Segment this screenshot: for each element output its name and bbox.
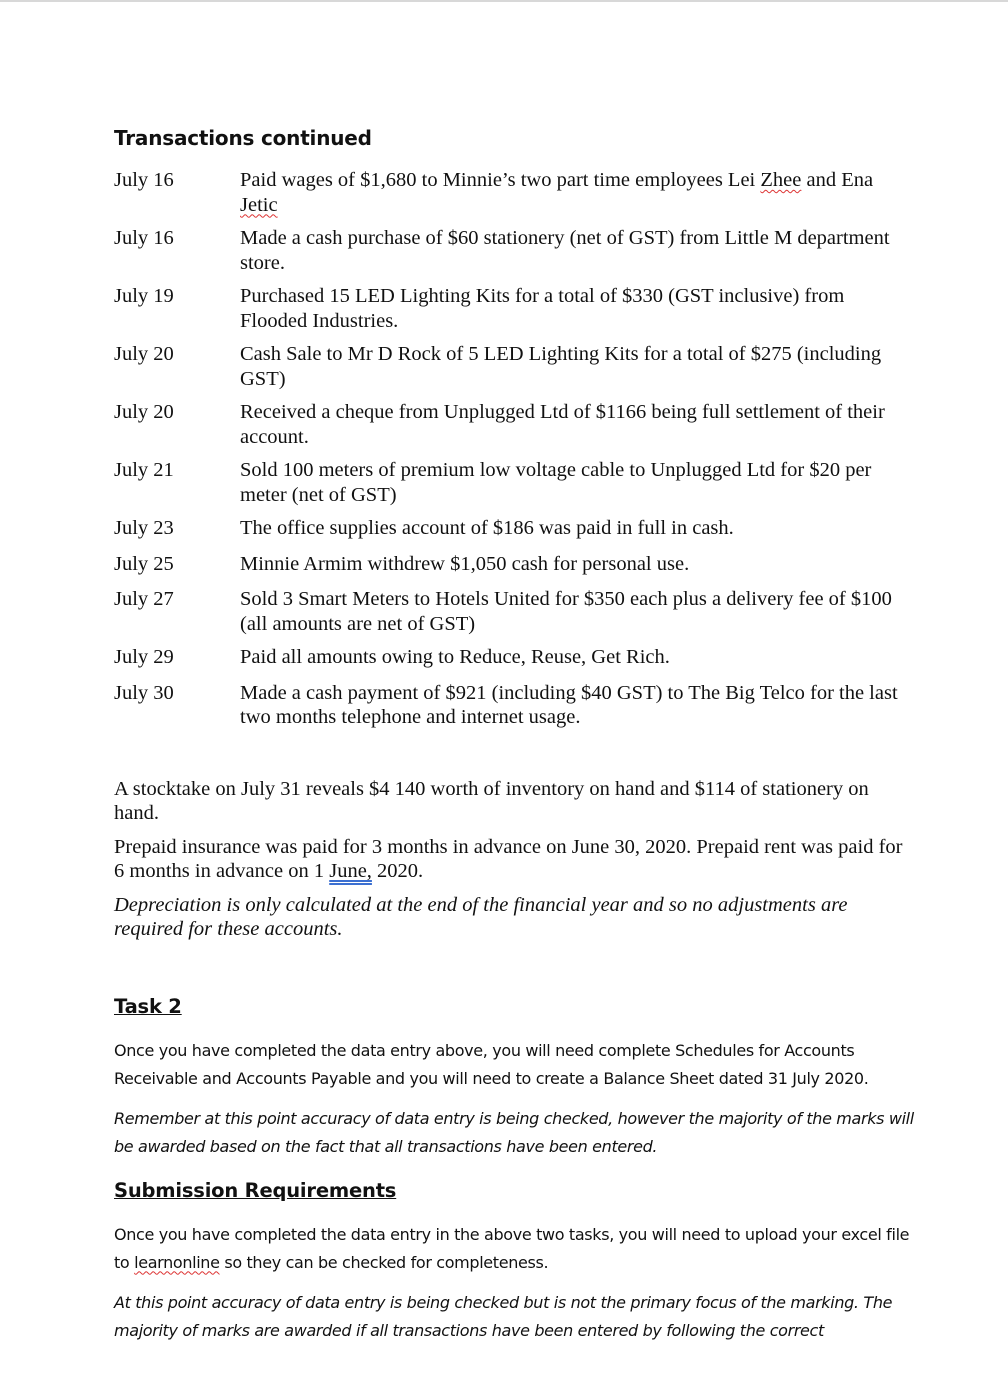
- prepaid-text: 2020.: [371, 860, 424, 882]
- transaction-description: Minnie Armim withdrew $1,050 cash for personal use.: [240, 552, 690, 575]
- document-page: [114, 122, 914, 1357]
- task2-note: Remember at this point accuracy of data entry is being checked, however the majority of the marks will be awarded based on the fact that all transactions have been entered.: [114, 1108, 914, 1156]
- transaction-row: [114, 284, 914, 333]
- stocktake-paragraph: A stocktake on July 31 reveals $4 140 worth of inventory on hand and $114 of stationery on hand.: [114, 777, 869, 824]
- spellcheck-word: Jetic: [240, 193, 278, 216]
- transaction-row: [114, 226, 914, 275]
- transaction-date: July 16: [114, 227, 174, 249]
- transaction-text: Paid wages of $1,680 to Minnie’s two part time employees Lei: [240, 169, 761, 191]
- transaction-description: Sold 100 meters of premium low voltage cable to Unplugged Ltd for $20 per meter (net of GST): [240, 459, 872, 506]
- transaction-row: [114, 645, 914, 670]
- transaction-date: July 25: [114, 552, 174, 575]
- transaction-row: [114, 587, 914, 636]
- task2-body: Once you have completed the data entry above, you will need complete Schedules for Accounts Receivable and Accounts Payable and you will need to create a Balance Sheet dated 31 July 2020.: [114, 1040, 869, 1088]
- transaction-description: [240, 168, 914, 217]
- transaction-row: [114, 342, 914, 391]
- transaction-date: July 23: [114, 517, 174, 539]
- transactions-heading: Transactions continued: [114, 126, 372, 150]
- transaction-row: [114, 458, 914, 507]
- transaction-description: Made a cash purchase of $60 stationery (net of GST) from Little M department store.: [240, 227, 890, 274]
- transaction-text: and Ena: [801, 169, 874, 191]
- transaction-row: [114, 681, 914, 730]
- prepaid-text: Prepaid insurance was paid for 3 months in advance on June 30, 2020. Prepaid rent was paid for 6 months in advance on 1: [114, 835, 903, 882]
- transaction-row: [114, 400, 914, 449]
- transaction-date: July 21: [114, 459, 174, 481]
- transaction-date: July 20: [114, 343, 174, 365]
- depreciation-note: Depreciation is only calculated at the end of the financial year and so no adjustments are required for these accounts.: [114, 893, 848, 940]
- task2-heading: Task 2: [114, 994, 182, 1018]
- transaction-description: Made a cash payment of $921 (including $40 GST) to The Big Telco for the last two months telephone and internet usage.: [240, 681, 898, 728]
- transaction-description: The office supplies account of $186 was paid in full in cash.: [240, 517, 734, 539]
- transaction-row: [114, 516, 914, 541]
- submission-body: [114, 1221, 914, 1277]
- spacer: [114, 951, 914, 993]
- transaction-description: Paid all amounts owing to Reduce, Reuse, Get Rich.: [240, 646, 670, 668]
- transaction-description: Received a cheque from Unplugged Ltd of $1166 being full settlement of their account.: [240, 401, 885, 448]
- transaction-description: Cash Sale to Mr D Rock of 5 LED Lighting Kits for a total of $275 (including GST): [240, 343, 882, 390]
- prepaid-paragraph: [114, 835, 914, 884]
- transaction-date: July 29: [114, 646, 174, 668]
- grammar-flagged-word: June,: [329, 860, 372, 882]
- transaction-description: Sold 3 Smart Meters to Hotels United for $350 each plus a delivery fee of $100 (all amounts are net of GST): [240, 588, 892, 635]
- submission-heading: Submission Requirements: [114, 1178, 397, 1202]
- transaction-row: [114, 168, 914, 217]
- transaction-row: [114, 552, 914, 577]
- transaction-date: July 19: [114, 285, 174, 307]
- transactions-list: [114, 168, 914, 730]
- submission-note: At this point accuracy of data entry is being checked but is not the primary focus of the marking. The majority of marks are awarded if all transactions have been entered by following the correct: [114, 1292, 893, 1340]
- spellcheck-word: Zhee: [760, 169, 802, 191]
- transaction-description: Purchased 15 LED Lighting Kits for a total of $330 (GST inclusive) from Flooded Industries.: [240, 285, 845, 332]
- submission-text: Once you have completed the data entry in the above two tasks, you will need to upload your excel file to: [114, 1224, 910, 1272]
- spellcheck-word: learnonline: [134, 1252, 220, 1272]
- submission-text: so they can be checked for completeness.: [219, 1252, 549, 1272]
- transaction-date: July 27: [114, 588, 174, 610]
- transaction-date: July 16: [114, 169, 174, 191]
- transaction-date: July 30: [114, 681, 174, 704]
- spacer: [114, 739, 914, 777]
- page-top-border: [0, 0, 1008, 2]
- transaction-date: July 20: [114, 401, 174, 423]
